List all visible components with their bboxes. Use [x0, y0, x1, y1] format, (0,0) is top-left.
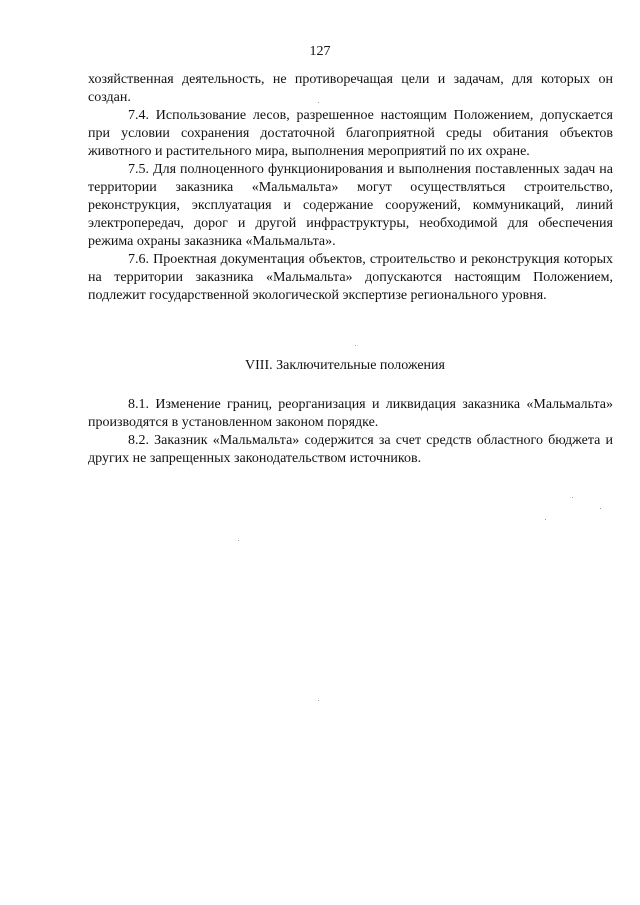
- scan-speck: [238, 540, 239, 541]
- scan-speck: [545, 519, 546, 520]
- paragraph-8-2: 8.2. Заказник «Мальмальта» содержится за счет средств областного бюджета и других не запрещенных законодательством источников.: [88, 433, 613, 466]
- body-text-bottom: [88, 396, 613, 468]
- body-text-top: [88, 71, 613, 305]
- paragraph-7-6: 7.6. Проектная документация объектов, строительство и реконструкция которых на территории заказника «Мальмальта» допускаются настоящим Положением, подлежит государственной экологической экспертизе регионального уровня.: [88, 252, 613, 303]
- scan-speck: [318, 700, 319, 701]
- paragraph-continuation: хозяйственная деятельность, не противоречащая цели и задачам, для которых он создан.: [88, 72, 613, 105]
- scan-speck: [572, 497, 573, 498]
- paragraph-7-4: 7.4. Использование лесов, разрешенное настоящим Положением, допускается при условии сохранения достаточной благоприятной среды обитания объектов животного и растительного мира, выполнения мероприятий по их охране.: [88, 108, 613, 159]
- scan-speck: [355, 345, 356, 346]
- paragraph-8-1: 8.1. Изменение границ, реорганизация и ликвидация заказника «Мальмальта» производятся в установленном законом порядке.: [88, 397, 613, 430]
- scan-speck: [318, 102, 319, 103]
- scan-speck: [600, 508, 601, 509]
- section-heading: VIII. Заключительные положения: [245, 358, 445, 373]
- page-number: 127: [309, 44, 331, 59]
- paragraph-7-5: 7.5. Для полноценного функционирования и выполнения поставленных задач на территории заказника «Мальмальта» могут осуществляться строительство, реконструкция, эксплуатация и содержание сооружений, коммуникаций, линий электропередач, дорог и другой инфраструктуры, необходимой для обеспечения режима охраны заказника «Мальмальта».: [88, 162, 613, 249]
